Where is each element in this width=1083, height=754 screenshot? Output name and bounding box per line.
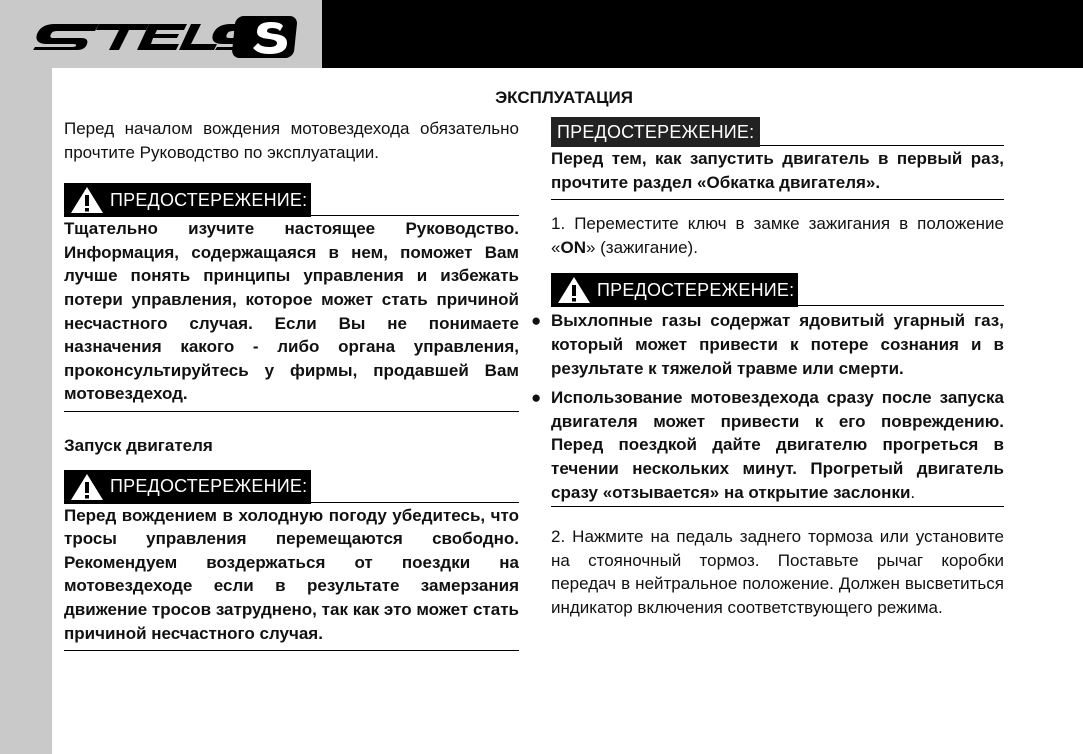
side-strip: [0, 68, 52, 754]
warning-header-3: [551, 273, 1004, 307]
warning-block-1: [64, 217, 519, 412]
warning-block-2: [64, 504, 519, 652]
right-column: [531, 117, 1004, 620]
step-1: 1. Переместите ключ в замке зажигания в положение «ON» (зажигание).: [551, 214, 1004, 257]
warning-badge: ПРЕДОСТЕРЕЖЕНИЕ :: [64, 183, 311, 217]
section-subheading: Запуск двигателя: [64, 435, 213, 455]
warning-triangle-icon: [70, 473, 104, 501]
warning-label: ПРЕДОСТЕРЕЖЕНИЕ: [110, 476, 303, 497]
bullet-text: Выхлопные газы содержат ядовитый угарный газ, который может привести к потере сознания и в результате к тяжелой травме или смерти.: [551, 311, 1004, 378]
stels-logo: [25, 14, 305, 60]
left-column: [64, 117, 519, 651]
stels-emblem-icon: [231, 16, 297, 58]
warning-triangle-icon: [557, 276, 591, 304]
caution-text: Перед тем, как запустить двигатель в первый раз, прочтите раздел «Обкатка двигателя».: [551, 149, 1004, 192]
key-on-label: ON: [560, 237, 586, 257]
warning-label: ПРЕДОСТЕРЕЖЕНИЕ: [597, 279, 790, 300]
warning-header-1: [64, 183, 519, 217]
bullet-text-wrap: Использование мотовездехода сразу после запуска двигателя может привести к его повреждению. Перед поездкой дайте двигателю прогреться в течении нескольких минут. Прогретый двигатель сразу «отзывается» на открытие заслонки.: [551, 386, 1004, 507]
bullet-icon: ●: [531, 311, 542, 331]
warning-header-2: [64, 470, 519, 504]
caution-header: [551, 117, 1004, 147]
page-title: ЭКСПЛУАТАЦИЯ: [495, 88, 633, 107]
caution-block: [551, 147, 1004, 200]
warning-rule: [311, 502, 519, 503]
warning-text: Перед вождением в холодную погоду убедитесь, что тросы управления перемещаются свободно. Рекомендуем воздержаться от поездки на мотовездеходе если в результате замерзания движение тросов затруднено, так как это может стать причиной несчастного случая.: [64, 505, 519, 643]
warning-badge: ПРЕДОСТЕРЕЖЕНИЕ :: [551, 273, 798, 307]
warning-bullet: [531, 386, 1004, 507]
caution-rule: [760, 145, 1004, 146]
caution-badge: ПРЕДОСТЕРЕЖЕНИЕ :: [551, 117, 760, 147]
warning-text: Тщательно изучите настоящее Руководство. Информация, содержащаяся в нем, поможет Вам лучше понять принципы управления и избежать потери управления, которое может стать причиной несчастного случая. Если Вы не понимаете назначения какого - либо органа управления, проконсультируйтесь у фирмы, продавшей Вам мотовездеход.: [64, 219, 519, 404]
warning-bullet: [531, 309, 1004, 380]
warning-badge: ПРЕДОСТЕРЕЖЕНИЕ :: [64, 470, 311, 504]
warning-triangle-icon: [70, 186, 104, 214]
intro-paragraph: Перед началом вождения мотовездехода обязательно прочтите Руководство по эксплуатации.: [64, 119, 519, 162]
bullet-icon: ●: [531, 388, 542, 408]
header-bar: [322, 0, 1083, 68]
caution-label: ПРЕДОСТЕРЕЖЕНИЕ: [557, 121, 750, 142]
warning-label: ПРЕДОСТЕРЕЖЕНИЕ: [110, 189, 303, 210]
warning-rule: [311, 215, 519, 216]
step-2: 2. Нажмите на педаль заднего тормоза или установите на стояночный тормоз. Поставьте рычаг коробки передач в нейтральное положение. Должен высветиться индикатор включения соответствующего режима.: [551, 527, 1004, 617]
warning-rule: [798, 305, 1004, 306]
